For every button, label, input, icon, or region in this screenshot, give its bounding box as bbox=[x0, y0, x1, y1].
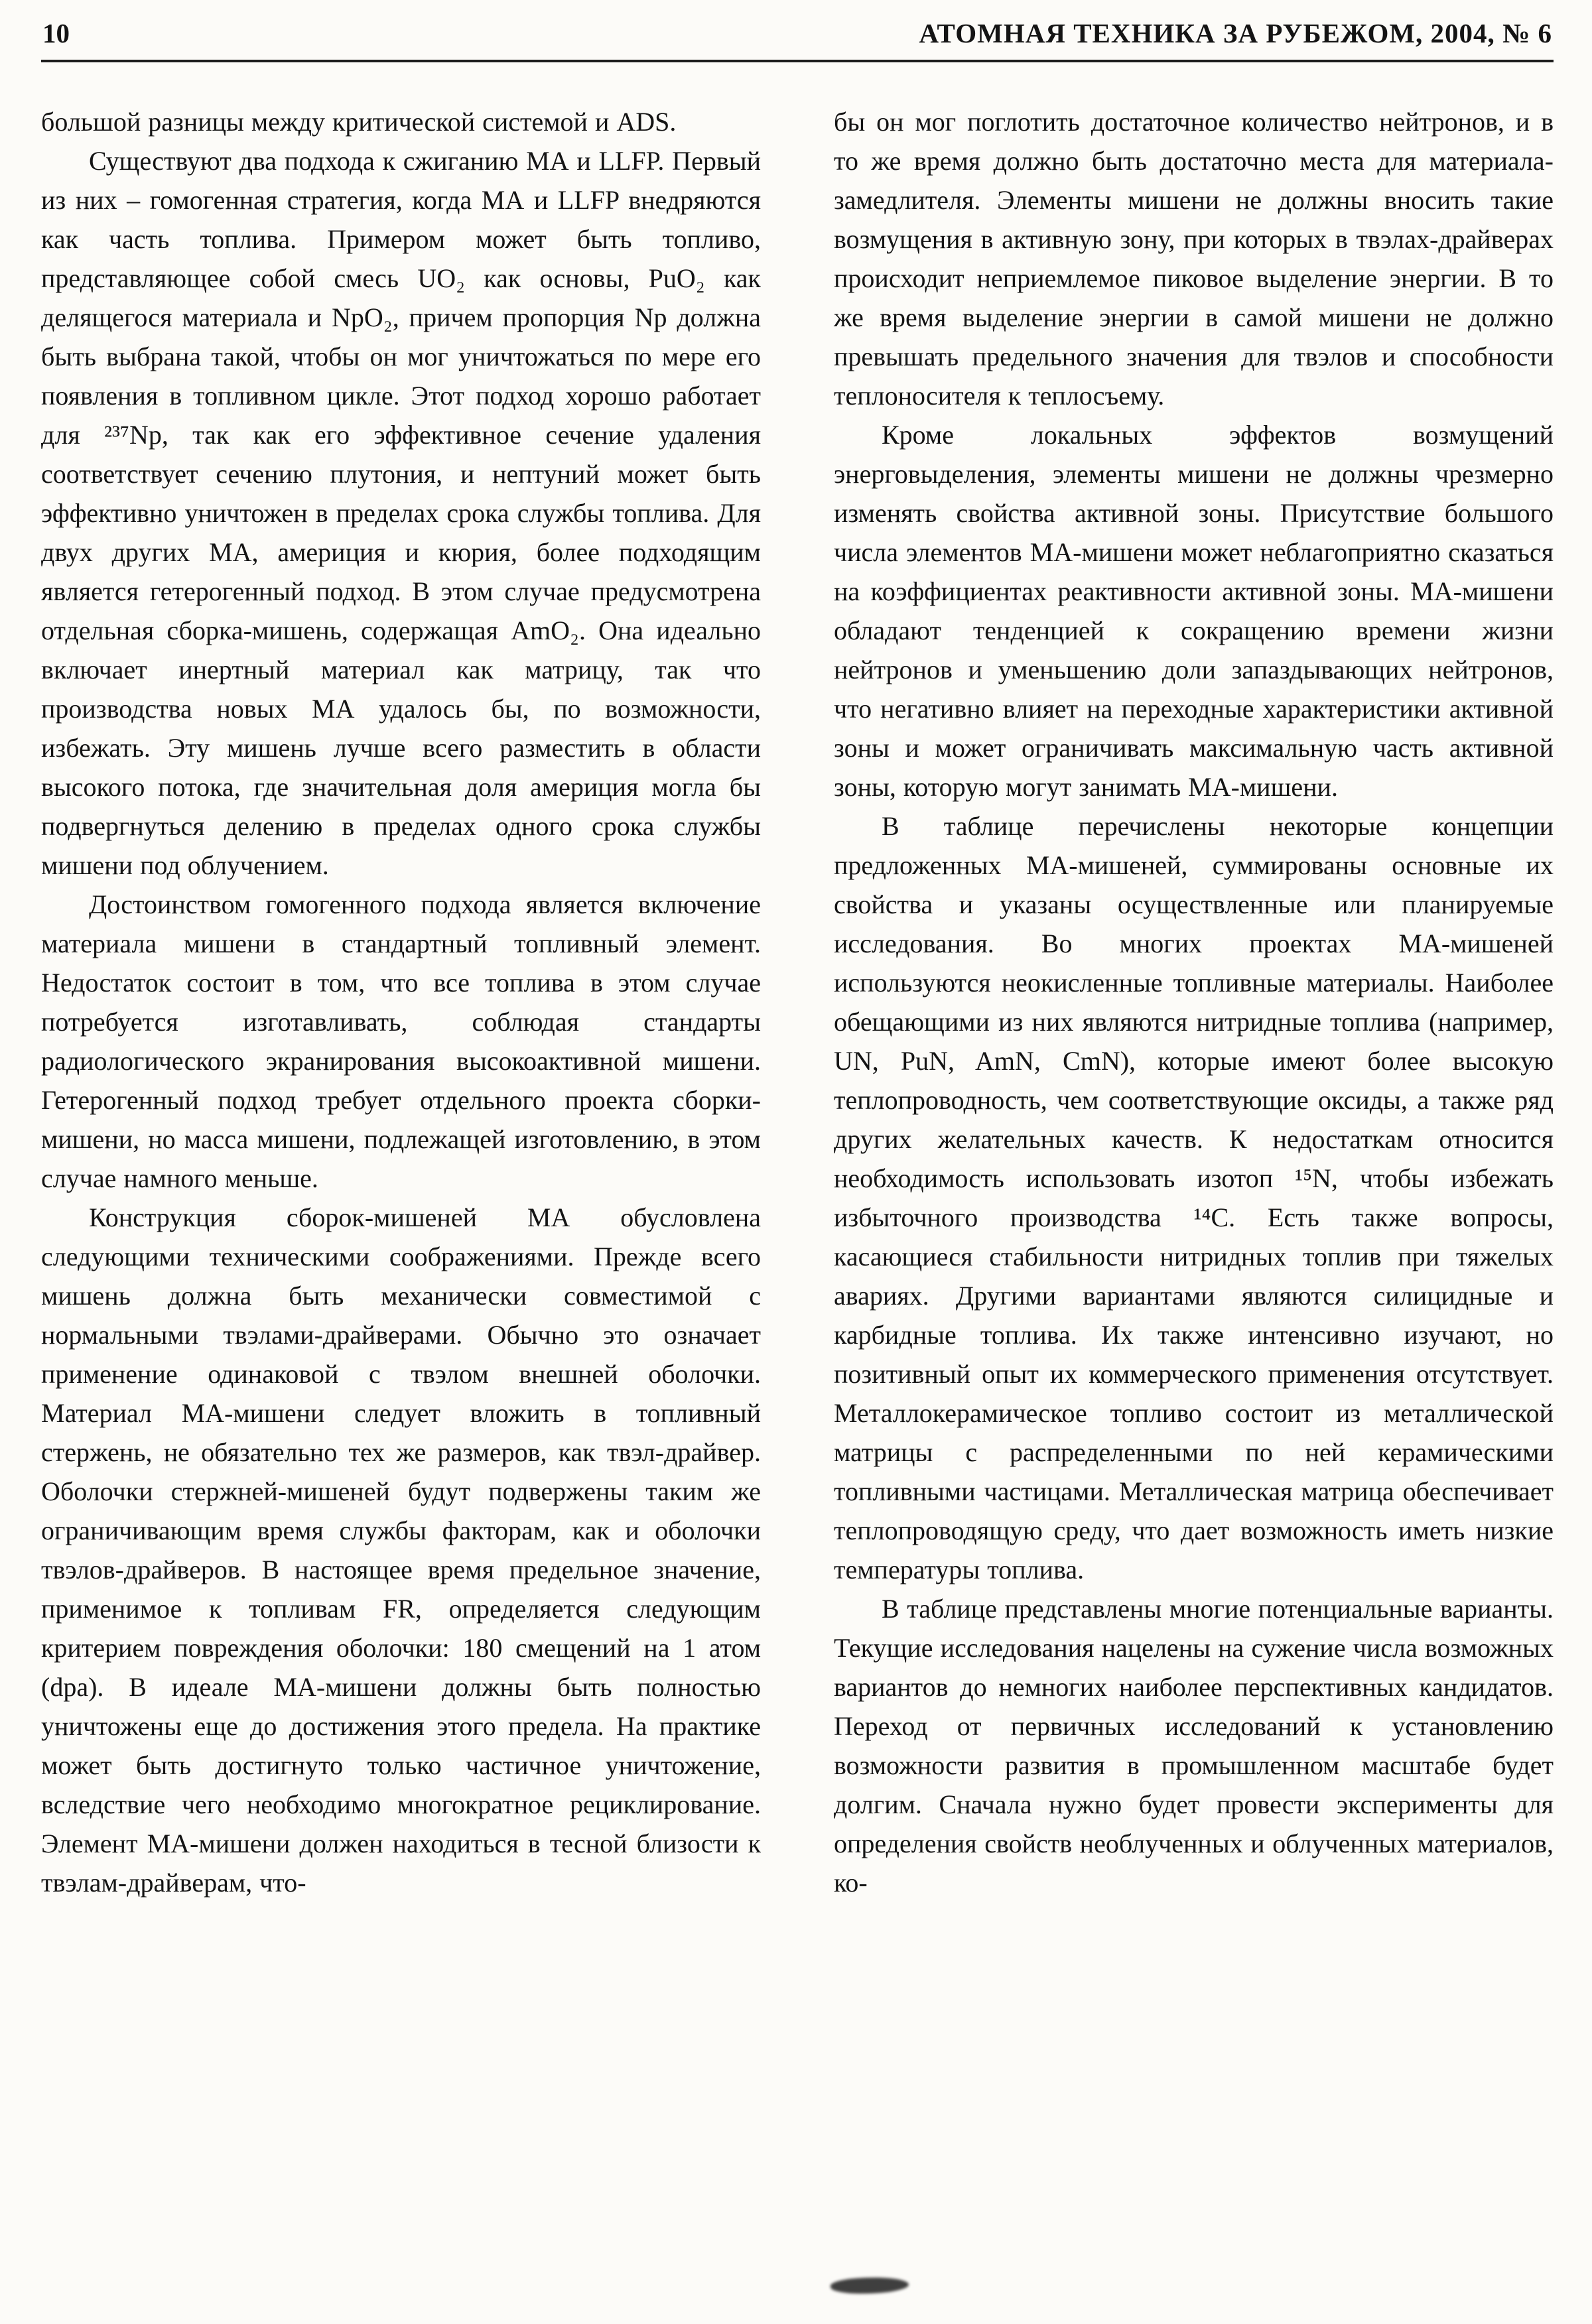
header-rule bbox=[41, 60, 1554, 62]
paragraph: Достоинством гомогенного подхода является включение материала мишени в стандартный топливный элемент. Недостаток состоит в том, что все топлива в этом случае потребуется изготавливать, соблюдая стандарты радиологического экранирования высокоактивной мишени. Гетерогенный подход требует отдельного проекта сборки-мишени, но масса мишени, подлежащей изготовлению, в этом случае намного меньше. bbox=[41, 889, 761, 1193]
paragraph: Существуют два подхода к сжиганию МА и LLFP. Первый из них – гомогенная стратегия, когда МА и LLFP внедряются как часть топлива. Примером может быть топливо, представляющее собой смесь UO₂ как основы, PuO₂ как делящегося материала и NpO₂, причем пропорция Np должна быть выбрана такой, чтобы он мог уничтожаться по мере его появления в топливном цикле. Этот подход хорошо работает для ²³⁷Np, так как его эффективное сечение удаления соответствует сечению плутония, и нептуний может быть эффективно уничтожен в пределах срока службы топлива. Для двух других МА, америция и кюрия, более подходящим является гетерогенный подход. В этом случае предусмотрена отдельная сборка-мишень, содержащая AmO₂. Она идеально включает инертный материал как матрицу, так что производства новых МА удалось бы, по возможности, избежать. Эту мишень лучше всего разместить в области высокого потока, где значительная доля америция могла бы подвергнуться делению в пределах одного срока службы мишени под облучением. bbox=[41, 146, 761, 880]
paragraph: В таблице представлены многие потенциальные варианты. Текущие исследования нацелены на сужение числа возможных вариантов до немногих наиболее перспективных кандидатов. Переход от первичных исследований к установлению возможности развития в промышленном масштабе будет долгим. Сначала нужно будет провести эксперименты для определения свойств необлученных и облученных материалов, ко- bbox=[834, 1594, 1554, 1898]
paragraph: В таблице перечислены некоторые концепции предложенных МА-мишеней, суммированы основные их свойства и указаны осуществленные или планируемые исследования. Во многих проектах МА-мишеней используются неокисленные топливные материалы. Наиболее обещающими из них являются нитридные топлива (например, UN, PuN, AmN, CmN), которые имеют более высокую теплопроводность, чем соответствующие оксиды, а также ряд других желательных качеств. К недостаткам относится необходимость использовать изотоп ¹⁵N, чтобы избежать избыточного производства ¹⁴C. Есть также вопросы, касающиеся стабильности нитридных топлив при тяжелых авариях. Другими вариантами являются силицидные и карбидные топлива. Их также интенсивно изучают, но позитивный опыт их коммерческого применения отсутствует. Металлокерамическое топливо состоит из металлической матрицы с распределенными по ней керамическими топливными частицами. Металлическая матрица обеспечивает теплопроводящую среду, что дает возможность иметь низкие температуры топлива. bbox=[834, 811, 1554, 1584]
paragraph: Конструкция сборок-мишеней МА обусловлена следующими техническими соображениями. Прежде всего мишень должна быть механически совместимой с нормальными твэлами-драйверами. Обычно это означает применение одинаковой с твэлом внешней оболочки. Материал МА-мишени следует вложить в топливный стержень, не обязательно тех же размеров, как твэл-драйвер. Оболочки стержней-мишеней будут подвержены таким же ограничивающим время службы факторам, как и оболочки твэлов-драйверов. В настоящее время предельное значение, применимое к топливам FR, определяется следующим критерием повреждения оболочки: 180 смещений на 1 атом (dpa). В идеале МА-мишени должны быть полностью уничтожены еще до достижения этого предела. На практике может быть достигнуто только частичное уничтожение, вследствие чего необходимо многократное рециклирование. Элемент МА-мишени должен находиться в тесной близости к твэлам-драйверам, что- bbox=[41, 1202, 761, 1898]
page-number: 10 bbox=[42, 18, 70, 48]
right-column bbox=[834, 102, 1554, 1902]
journal-title: АТОМНАЯ ТЕХНИКА ЗА РУБЕЖОМ, 2004, № 6 bbox=[919, 18, 1552, 48]
paragraph: бы он мог поглотить достаточное количество нейтронов, и в то же время должно быть достаточно места для материала-замедлителя. Элементы мишени не должны вносить такие возмущения в активную зону, при которых в твэлах-драйверах происходит неприемлемое пиковое выделение энергии. В то же время выделение энергии в самой мишени не должно превышать предельного значения для твэлов и способности теплоносителя к теплосъему. bbox=[834, 107, 1554, 411]
text-columns bbox=[41, 102, 1554, 1902]
page-header bbox=[41, 17, 1554, 60]
scan-artifact bbox=[830, 2276, 909, 2295]
paragraph: большой разницы между критической системой и ADS. bbox=[41, 107, 677, 137]
left-column bbox=[41, 102, 761, 1902]
paragraph: Кроме локальных эффектов возмущений энерговыделения, элементы мишени не должны чрезмерно изменять свойства активной зоны. Присутствие большого числа элементов МА-мишени может неблагоприятно сказаться на коэффициентах реактивности активной зоны. МА-мишени обладают тенденцией к сокращению времени жизни нейтронов и уменьшению доли запаздывающих нейтронов, что негативно влияет на переходные характеристики активной зоны и может ограничивать максимальную часть активной зоны, которую могут занимать МА-мишени. bbox=[834, 420, 1554, 802]
